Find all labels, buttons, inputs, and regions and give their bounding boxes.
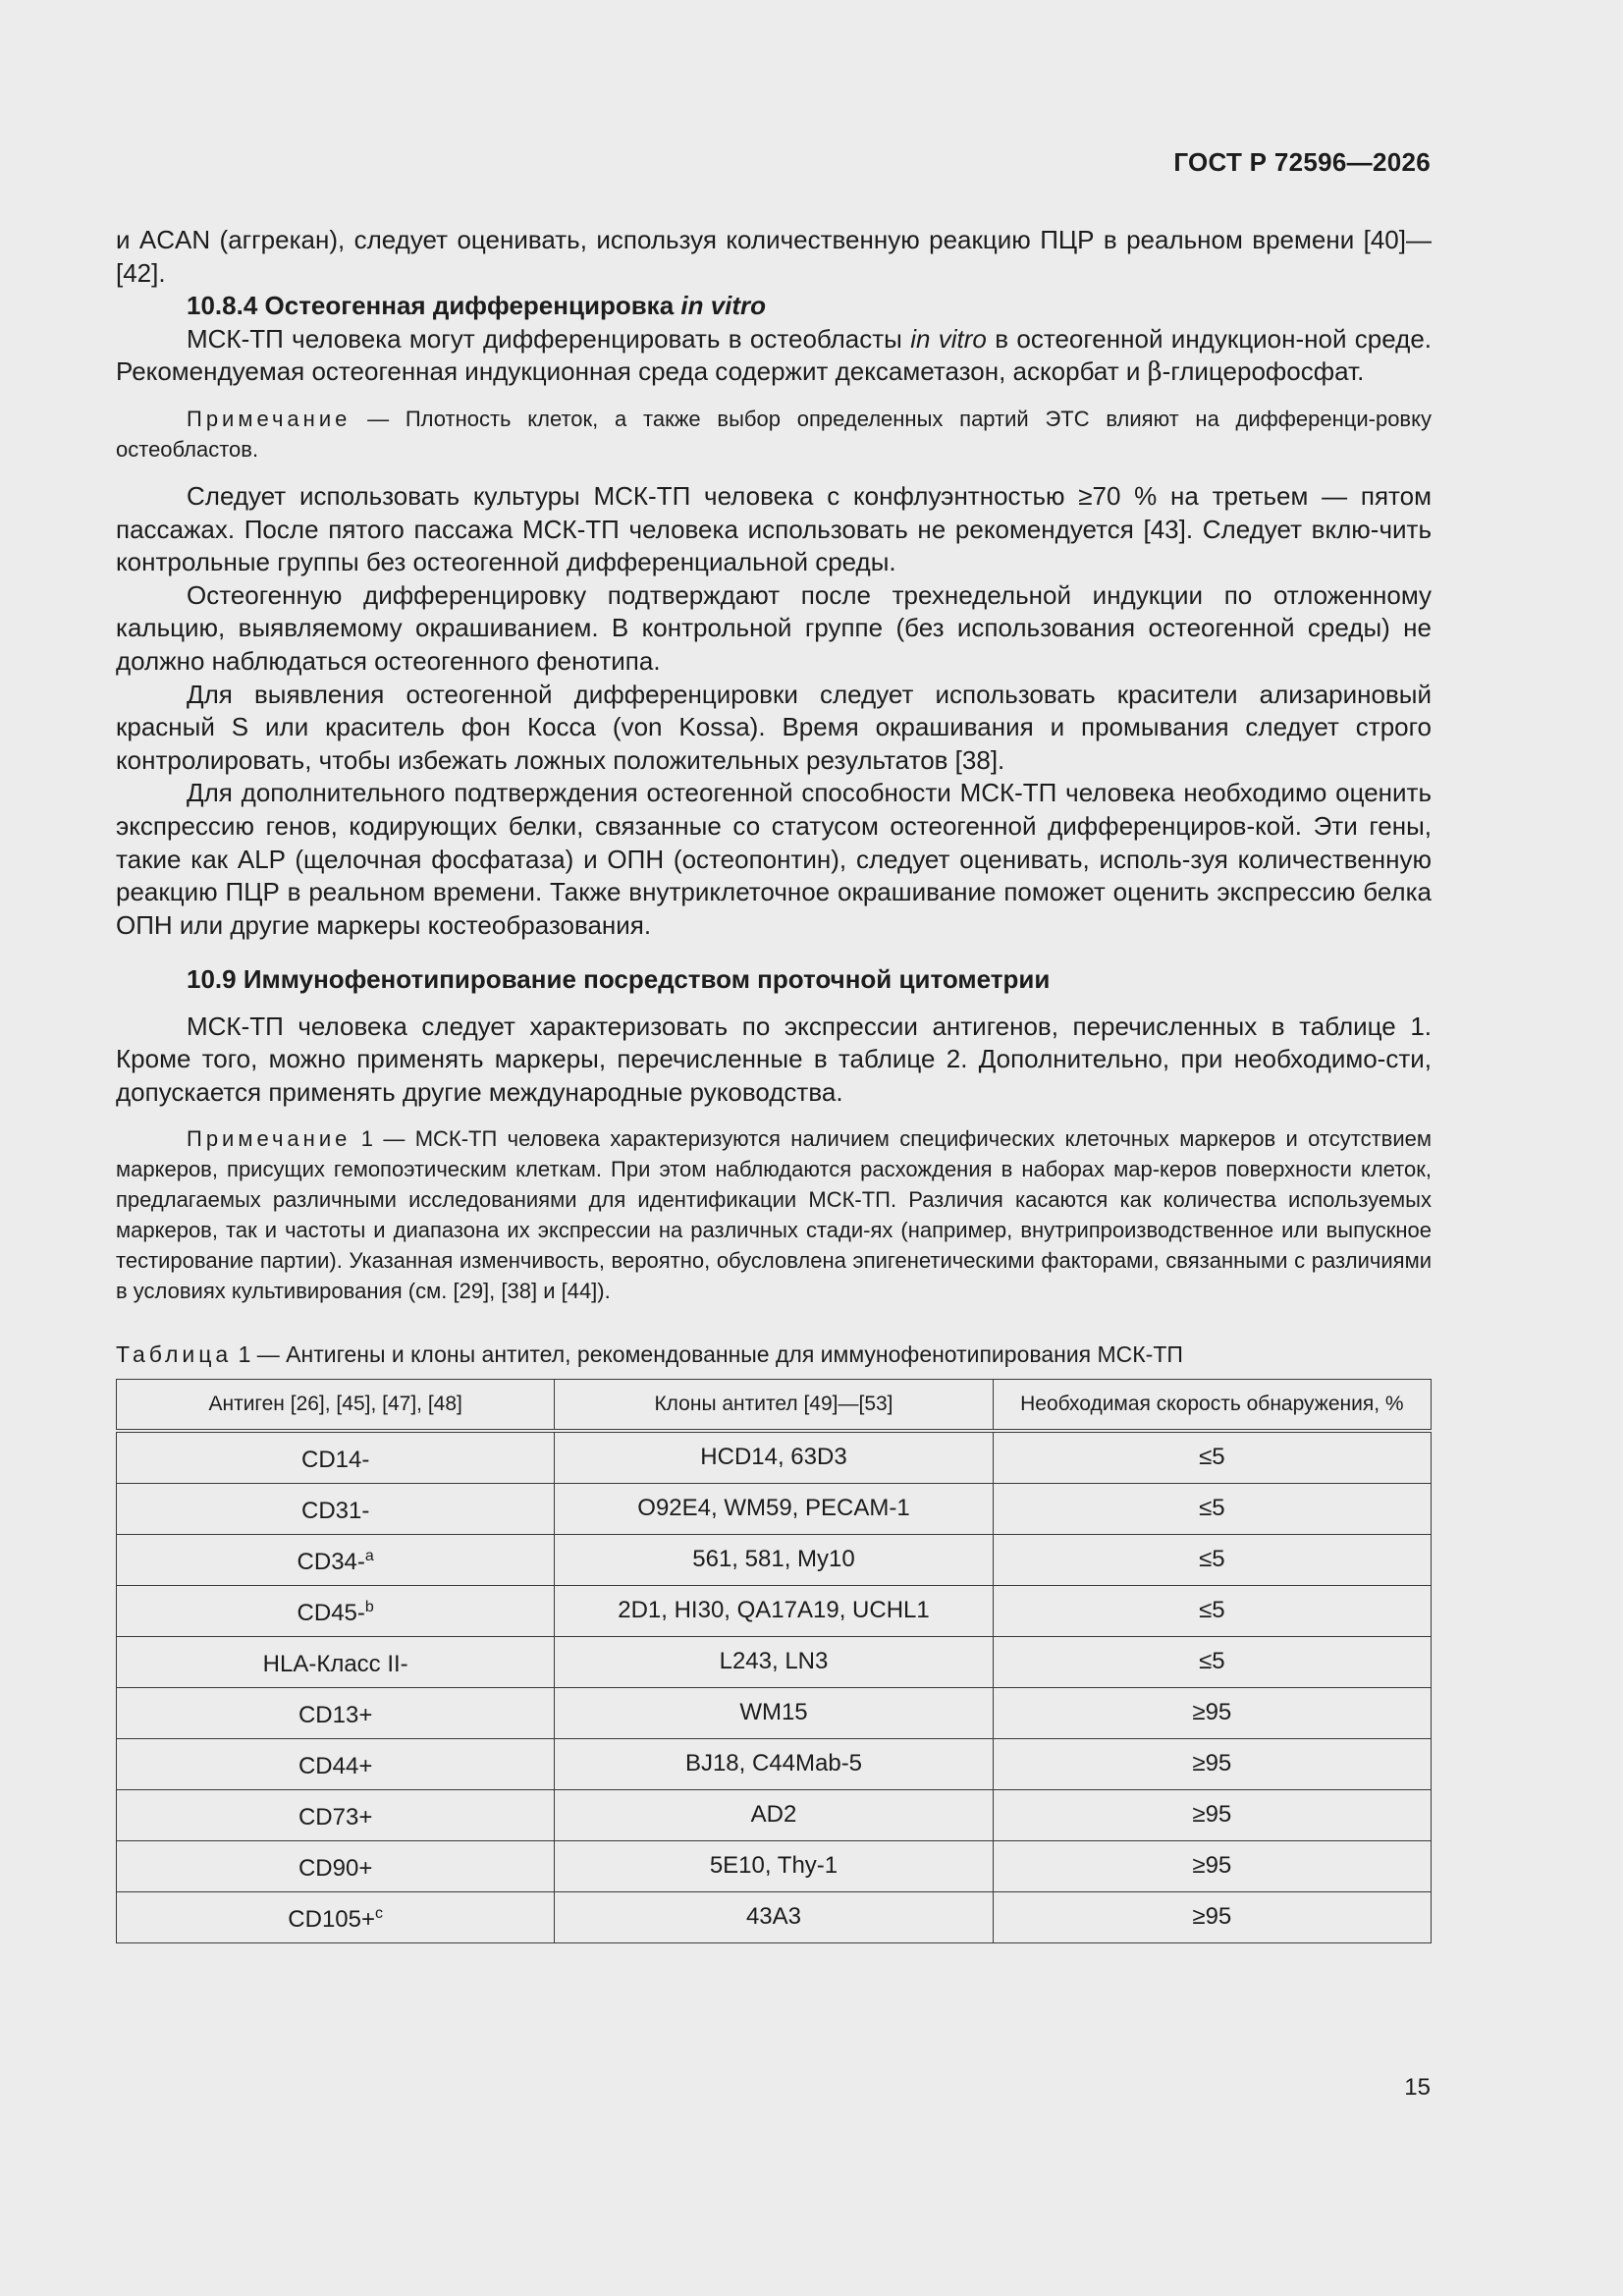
column-header-detection-rate: Необходимая скорость обнаружения, % (993, 1379, 1431, 1431)
paragraph: МСК-ТП человека могут дифференцировать в остеобласты in vitro в остеогенной индукцион-ной среде. Рекомендуемая остеогенная индукционная среда содержит дексаметазон, аскорбат и β-глицерофосфат. (116, 323, 1433, 388)
section-heading-10-9: 10.9 Иммунофенотипирование посредством проточной цитометрии (187, 964, 1051, 995)
paragraph: Остеогенную дифференцировку подтверждают после трехнедельной индукции по отложенному кальцию, выявляемому окрашиванием. В контрольной группе (без использования остеогенной среды) не должно наблюдаться остеогенного фенотипа. (116, 579, 1432, 676)
paragraph: Для выявления остеогенной дифференцировки следует использовать красители ализариновый красный S или краситель фон Косса (von Kossa). Время окрашивания и промывания следует строго контролировать, чтобы избежать ложных положительных результатов [38]. (116, 679, 1432, 775)
section-heading-10-8-4: 10.8.4 Остеогенная дифференцировка in vitro (187, 291, 767, 321)
antigen-cell: CD90+ (117, 1840, 555, 1891)
table-caption: Таблица 1 — Антигены и клоны антител, рекомендованные для иммунофенотипирования МСК-ТП (116, 1340, 1183, 1367)
clones-cell: BJ18, C44Mab-5 (555, 1738, 993, 1789)
clones-cell: L243, LN3 (555, 1636, 993, 1687)
clones-cell: AD2 (555, 1789, 993, 1840)
rate-cell: ≥95 (993, 1840, 1431, 1891)
table-row (117, 1891, 1432, 1942)
rate-cell: ≤5 (993, 1534, 1431, 1585)
clones-cell: 43A3 (555, 1891, 993, 1942)
rate-cell: ≥95 (993, 1687, 1431, 1738)
rate-cell: ≤5 (993, 1636, 1431, 1687)
rate-cell: ≥95 (993, 1891, 1431, 1942)
antigen-cell: CD73+ (117, 1789, 555, 1840)
clones-cell: 2D1, HI30, QA17A19, UCHL1 (555, 1585, 993, 1636)
table-row (117, 1687, 1432, 1738)
antigen-cell: CD34-$^a$ (117, 1534, 555, 1585)
antigen-cell: CD31- (117, 1483, 555, 1534)
table-header-row (117, 1379, 1432, 1431)
note: Примечание 1 — МСК-ТП человека характеризуются наличием специфических клеточных маркеров и отсутствием маркеров, присущих гемопоэтическим клеткам. При этом наблюдаются расхождения в наборах мар-керов поверхности клеток, предлагаемых различными исследованиями для идентификации МСК-ТП. Различия касаются как количества используемых маркеров, так и частоты и диапазона их экспрессии на различных стади-ях (например, внутрипроизводственное или выпускное тестирование партии). Указанная изменчивость, вероятно, обусловлена эпигенетическими факторами, связанными с различиями в условиях культивирования (см. [29], [38] и [44]). (116, 1125, 1432, 1303)
note: Примечание — Плотность клеток, а также выбор определенных партий ЭТС влияют на дифференци-ровку остеобластов. (116, 406, 1432, 462)
antigen-cell: HLA-Класс II- (117, 1636, 555, 1687)
antigen-cell: CD45-$^b$ (117, 1585, 555, 1636)
page-number: 15 (1404, 2074, 1431, 2101)
table-row (117, 1431, 1432, 1484)
antigen-cell: CD44+ (117, 1738, 555, 1789)
table-row (117, 1585, 1432, 1636)
clones-cell: O92E4, WM59, PECAM-1 (555, 1483, 993, 1534)
paragraph: МСК-ТП человека следует характеризовать по экспрессии антигенов, перечисленных в таблице 1. Кроме того, можно применять маркеры, перечисленные в таблице 2. Дополнительно, при необходимо-сти, допускается применять другие международные руководства. (116, 1011, 1432, 1108)
rate-cell: ≤5 (993, 1431, 1431, 1484)
table-row (117, 1840, 1432, 1891)
document-id: ГОСТ Р 72596—2026 (1173, 147, 1431, 177)
column-header-clones: Клоны антител [49]—[53] (555, 1379, 993, 1431)
antigen-table (116, 1379, 1432, 1943)
rate-cell: ≤5 (993, 1585, 1431, 1636)
table-row (117, 1483, 1432, 1534)
antigen-cell: CD14- (117, 1431, 555, 1484)
table-row (117, 1636, 1432, 1687)
table-row (117, 1738, 1432, 1789)
clones-cell: HCD14, 63D3 (555, 1431, 993, 1484)
clones-cell: 5E10, Thy-1 (555, 1840, 993, 1891)
table-row (117, 1534, 1432, 1585)
column-header-antigen: Антиген [26], [45], [47], [48] (117, 1379, 555, 1431)
table-row (117, 1789, 1432, 1840)
paragraph: Для дополнительного подтверждения остеогенной способности МСК-ТП человека необходимо оценить экспрессию генов, кодирующих белки, связанные со статусом остеогенной дифференциров-кой. Эти гены, такие как ALP (щелочная фосфатаза) и ОПН (остеопонтин), следует оценивать, исполь-зуя количественную реакцию ПЦР в реальном времени. Также внутриклеточное окрашивание поможет оценить экспрессию белка ОПН или другие маркеры костеобразования. (116, 778, 1432, 940)
clones-cell: 561, 581, My10 (555, 1534, 993, 1585)
rate-cell: ≥95 (993, 1789, 1431, 1840)
paragraph-intro: и ACAN (аггрекан), следует оценивать, используя количественную реакцию ПЦР в реальном времени [40]—[42]. (116, 225, 1432, 288)
rate-cell: ≤5 (993, 1483, 1431, 1534)
page-content (116, 224, 1432, 1943)
rate-cell: ≥95 (993, 1738, 1431, 1789)
clones-cell: WM15 (555, 1687, 993, 1738)
antigen-cell: CD105+$^c$ (117, 1891, 555, 1942)
antigen-cell: CD13+ (117, 1687, 555, 1738)
paragraph: Следует использовать культуры МСК-ТП человека с конфлуэнтностью ≥70 % на третьем — пятом пассажах. После пятого пассажа МСК-ТП человека использовать не рекомендуется [43]. Следует вклю-чить контрольные группы без остеогенной дифференциальной среды. (116, 480, 1432, 577)
